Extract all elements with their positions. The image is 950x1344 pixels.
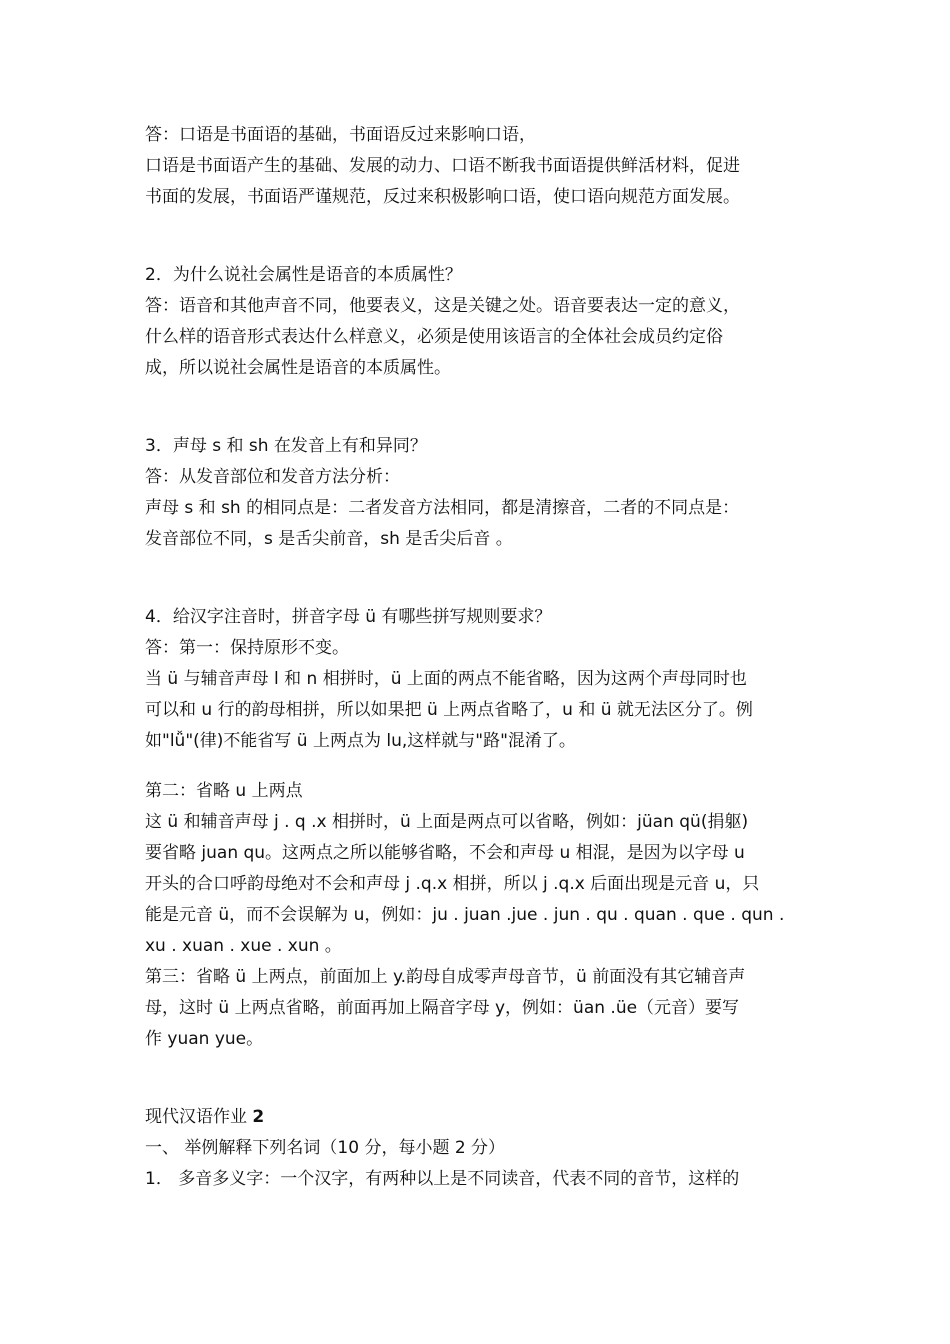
answer-3-line-1: 答：从发音部位和发音方法分析： — [145, 467, 400, 487]
answer-4-line-2: 当 ü 与辅音声母 l 和 n 相拼时，ü 上面的两点不能省略，因为这两个声母同时也 — [145, 669, 747, 689]
rule-2-line-3: 开头的合口呼韵母绝对不会和声母 j .q.x 相拼，所以 j .q.x 后面出现是元音 u，只 — [145, 874, 760, 894]
homework-2-title — [145, 1102, 815, 1133]
answer-1-line-2: 口语是书面语产生的基础、发展的动力、口语不断我书面语提供鲜活材料，促进 — [145, 156, 740, 176]
spacer — [145, 213, 815, 260]
question-4: 4．给汉字注音时，拼音字母 ü 有哪些拼写规则要求？ — [145, 607, 552, 627]
section-1-heading: 一、 举例解释下列名词（10 分，每小题 2 分） — [145, 1138, 506, 1158]
rule-2-line-2: 要省略 juan qu。这两点之所以能够省略，不会和声母 u 相混，是因为以字母 u — [145, 843, 745, 863]
document-page — [145, 120, 815, 1195]
spacer — [145, 757, 815, 776]
rule-3-line-2: 母，这时 ü 上两点省略，前面再加上隔音字母 y，例如：üan .üe（元音）要写 — [145, 998, 740, 1018]
spacer — [145, 384, 815, 431]
rule-2-heading: 第二：省略 u 上两点 — [145, 781, 303, 801]
answer-4-line-1: 答：第一：保持原形不变。 — [145, 638, 349, 658]
question-3: 3．声母 s 和 sh 在发音上有和异同？ — [145, 436, 427, 456]
rule-2-line-5: xu . xuan . xue . xun 。 — [145, 936, 342, 956]
question-2: 2．为什么说社会属性是语音的本质属性？ — [145, 265, 462, 285]
answer-2-line-3: 成，所以说社会属性是语音的本质属性。 — [145, 358, 451, 378]
spacer — [145, 555, 815, 602]
homework-2-title-number: 2 — [252, 1107, 265, 1127]
answer-4-line-4: 如"lǚ"(律)不能省写 ü 上两点为 lu,这样就与"路"混淆了。 — [145, 731, 576, 751]
answer-4-line-3: 可以和 u 行的韵母相拼，所以如果把 ü 上两点省略了，u 和 ü 就无法区分了。例 — [145, 700, 753, 720]
answer-2-line-2: 什么样的语音形式表达什么样意义，必须是使用该语言的全体社会成员约定俗 — [145, 327, 723, 347]
answer-3-line-3: 发音部位不同，s 是舌尖前音，sh 是舌尖后音 。 — [145, 529, 513, 549]
answer-3-line-2: 声母 s 和 sh 的相同点是：二者发音方法相同，都是清擦音，二者的不同点是： — [145, 498, 740, 518]
rule-3-line-3: 作 yuan yue。 — [145, 1029, 264, 1049]
answer-1-line-3: 书面的发展，书面语严谨规范，反过来积极影响口语，使口语向规范方面发展。 — [145, 187, 740, 207]
answer-2-line-1: 答：语音和其他声音不同，他要表义，这是关键之处。语音要表达一定的意义， — [145, 296, 740, 316]
spacer — [145, 1055, 815, 1102]
answer-1-line-1: 答：口语是书面语的基础，书面语反过来影响口语， — [145, 125, 536, 145]
homework-2-title-text: 现代汉语作业 — [145, 1107, 253, 1127]
item-1: 1． 多音多义字：一个汉字，有两种以上是不同读音，代表不同的音节，这样的 — [145, 1169, 740, 1189]
rule-2-line-1: 这 ü 和辅音声母 j . q .x 相拼时，ü 上面是两点可以省略，例如：jüan qü(捐躯) — [145, 812, 749, 832]
rule-2-line-4: 能是元音 ü，而不会误解为 u，例如：ju . juan .jue . jun . qu . quan . que . qun . — [145, 905, 785, 925]
rule-3-line-1: 第三：省略 ü 上两点，前面加上 y.韵母自成零声母音节，ü 前面没有其它辅音声 — [145, 967, 746, 987]
